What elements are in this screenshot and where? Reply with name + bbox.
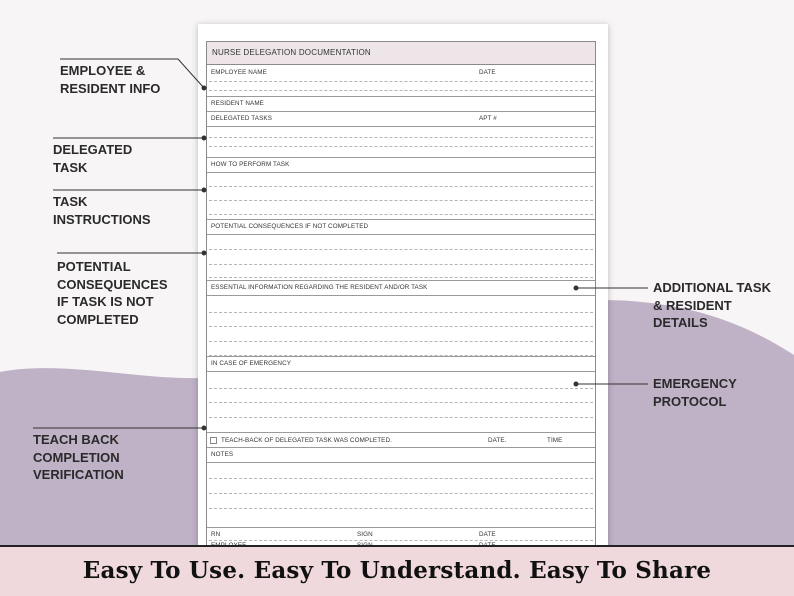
callout-additional-details: ADDITIONAL TASK & RESIDENT DETAILS <box>653 280 771 330</box>
form-title: NURSE DELEGATION DOCUMENTATION <box>212 48 371 57</box>
teach-back-time-label: TIME <box>547 437 563 444</box>
divider <box>207 527 595 528</box>
notes-header <box>207 447 595 463</box>
teach-back-checkbox[interactable] <box>210 437 217 444</box>
consequences-line-2[interactable] <box>209 264 593 265</box>
essential-line-1[interactable] <box>209 312 593 313</box>
notes-line-3[interactable] <box>209 508 593 509</box>
notes-line-1[interactable] <box>209 478 593 479</box>
consequences-line-3[interactable] <box>209 277 593 278</box>
emergency-line-1[interactable] <box>209 388 593 389</box>
emergency-label: IN CASE OF EMERGENCY <box>211 360 292 367</box>
form-sheet <box>198 24 608 584</box>
divider <box>207 432 595 433</box>
delegated-tasks-label: DELEGATED TASKS <box>211 115 272 122</box>
date-label: DATE <box>479 69 496 76</box>
banner-text: Easy To Use. Easy To Understand. Easy To Share <box>82 557 712 584</box>
consequences-line-1[interactable] <box>209 249 593 250</box>
essential-info-label: ESSENTIAL INFORMATION REGARDING THE RESIDENT AND/OR TASK <box>211 284 428 291</box>
how-to-line-1[interactable] <box>209 186 593 187</box>
resident-name-label: RESIDENT NAME <box>211 100 264 107</box>
employee-name-label: EMPLOYEE NAME <box>211 69 267 76</box>
divider <box>207 96 595 97</box>
delegated-tasks-line-2[interactable] <box>209 146 593 147</box>
bottom-banner <box>0 545 794 596</box>
how-to-perform-label: HOW TO PERFORM TASK <box>211 161 290 168</box>
teach-back-date-label: DATE. <box>488 437 507 444</box>
how-to-line-3[interactable] <box>209 214 593 215</box>
callout-employee-resident-info: EMPLOYEE & RESIDENT INFO <box>60 63 161 96</box>
callout-teach-back: TEACH BACK COMPLETION VERIFICATION <box>33 432 124 482</box>
rn-date-label: DATE <box>479 531 496 538</box>
form-title-bar <box>207 42 595 65</box>
emergency-line-3[interactable] <box>209 417 593 418</box>
emergency-line-2[interactable] <box>209 402 593 403</box>
employee-name-line-2[interactable] <box>209 90 593 91</box>
callout-delegated-task: DELEGATED TASK <box>53 142 133 175</box>
callout-task-instructions: TASK INSTRUCTIONS <box>53 194 151 227</box>
delegated-tasks-line[interactable] <box>209 137 593 138</box>
callout-emergency-protocol: EMERGENCY PROTOCOL <box>653 376 737 409</box>
rn-label: RN <box>211 531 221 538</box>
teach-back-label: TEACH-BACK OF DELEGATED TASK WAS COMPLETED. <box>221 437 392 444</box>
form-frame <box>206 41 596 561</box>
rn-sign-label: SIGN <box>357 531 373 538</box>
how-to-line-2[interactable] <box>209 200 593 201</box>
callout-potential-consequences: POTENTIAL CONSEQUENCES IF TASK IS NOT COMPLETED <box>57 259 168 327</box>
rn-line[interactable] <box>209 540 593 541</box>
apt-label: APT # <box>479 115 497 122</box>
employee-name-line[interactable] <box>209 81 593 82</box>
notes-line-2[interactable] <box>209 493 593 494</box>
consequences-label: POTENTIAL CONSEQUENCES IF NOT COMPLETED <box>211 223 369 230</box>
essential-line-3[interactable] <box>209 341 593 342</box>
notes-label: NOTES <box>211 451 234 458</box>
essential-line-2[interactable] <box>209 326 593 327</box>
